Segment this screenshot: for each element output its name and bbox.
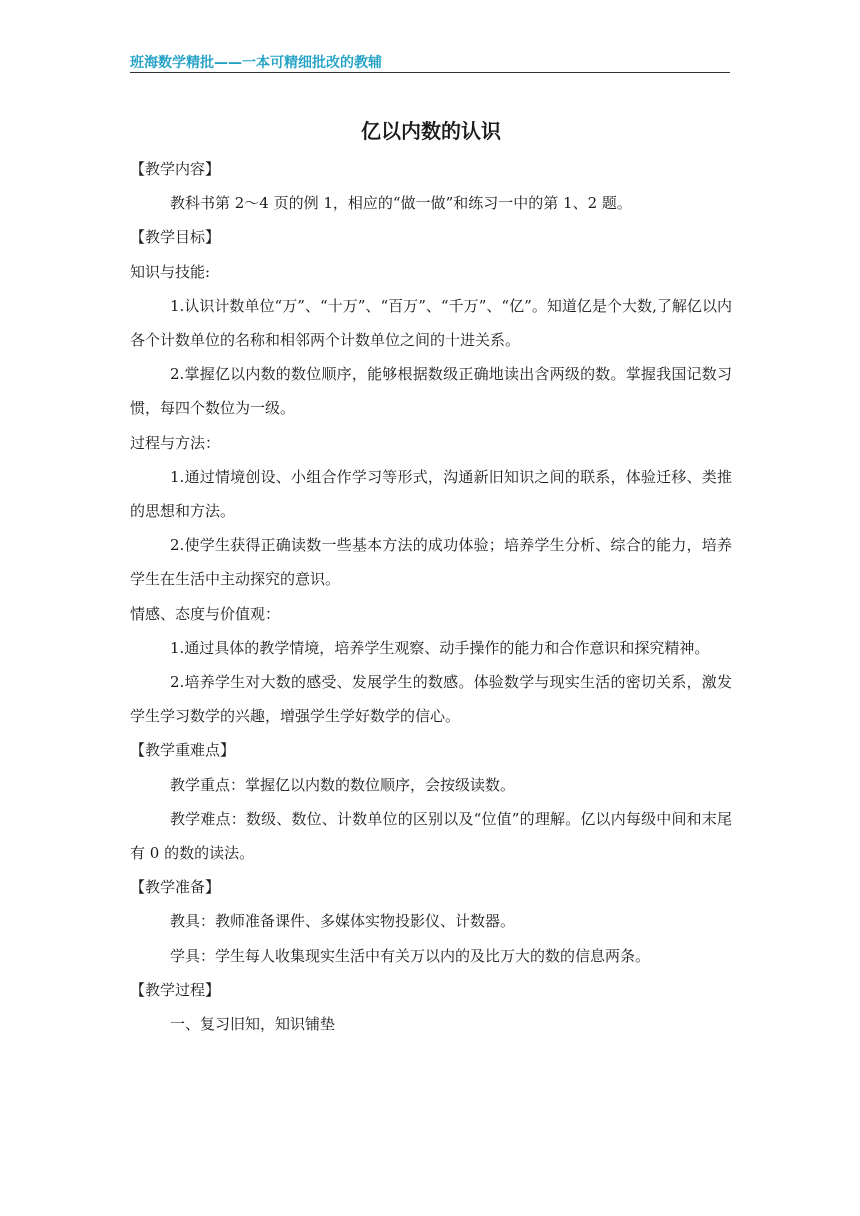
paragraph-difficult-point: 教学难点：数级、数位、计数单位的区别以及“位值”的理解。亿以内每级中间和末尾有 0 的数的读法。: [130, 809, 732, 863]
section-heading-content: 【教学内容】: [130, 160, 221, 178]
paragraph-teacher-tools: 教具：教师准备课件、多媒体实物投影仪、计数器。: [170, 912, 516, 931]
document-body: [130, 110, 732, 1041]
paragraph-knowledge-2: 2.掌握亿以内数的数位顺序，能够根据数级正确地读出含两级的数。掌握我国记数习惯，每四个数位为一级。: [130, 365, 732, 418]
paragraph-process-2: 2.使学生获得正确读数一些基本方法的成功体验；培养学生分析、综合的能力，培养学生在生活中主动探究的意识。: [130, 536, 732, 589]
section-heading-process-main: 【教学过程】: [130, 980, 221, 999]
section-heading-key: 【教学重难点】: [130, 741, 236, 760]
page-header: [130, 50, 730, 73]
subheading-process: 过程与方法：: [130, 433, 221, 452]
document-title: 亿以内数的认识: [361, 119, 501, 143]
paragraph-process-1: 1.通过情境创设、小组合作学习等形式，沟通新旧知识之间的联系，体验迁移、类推的思想和方法。: [130, 467, 732, 521]
paragraph-key-point: 教学重点：掌握亿以内数的数位顺序，会按级读数。: [170, 775, 516, 794]
paragraph-emotion-2: 2.培养学生对大数的感受、发展学生的数感。体验数学与现实生活的密切关系，激发学生学习数学的兴趣，增强学生学好数学的信心。: [130, 673, 732, 726]
paragraph-knowledge-1: 1.认识计数单位“万”、“十万”、“百万”、“千万”、“亿”。知道亿是个大数,了解亿以内各个计数单位的名称和相邻两个计数单位之间的十进关系。: [130, 296, 732, 350]
section-heading-prep: 【教学准备】: [130, 878, 221, 897]
section-heading-goals: 【教学目标】: [130, 228, 221, 247]
paragraph-content: 教科书第 2～4 页的例 1，相应的“做一做”和练习一中的第 1、2 题。: [170, 194, 632, 213]
paragraph-emotion-1: 1.通过具体的教学情境，培养学生观察、动手操作的能力和合作意识和探究精神。: [170, 638, 710, 657]
paragraph-step-1: 一、复习旧知，知识铺垫: [170, 1015, 336, 1034]
paragraph-student-tools: 学具：学生每人收集现实生活中有关万以内的及比万大的数的信息两条。: [170, 946, 651, 965]
header-text: 班海数学精批——一本可精细批改的教辅: [130, 55, 382, 71]
subheading-emotion: 情感、态度与价值观：: [130, 604, 281, 623]
subheading-knowledge: 知识与技能:: [130, 262, 211, 281]
